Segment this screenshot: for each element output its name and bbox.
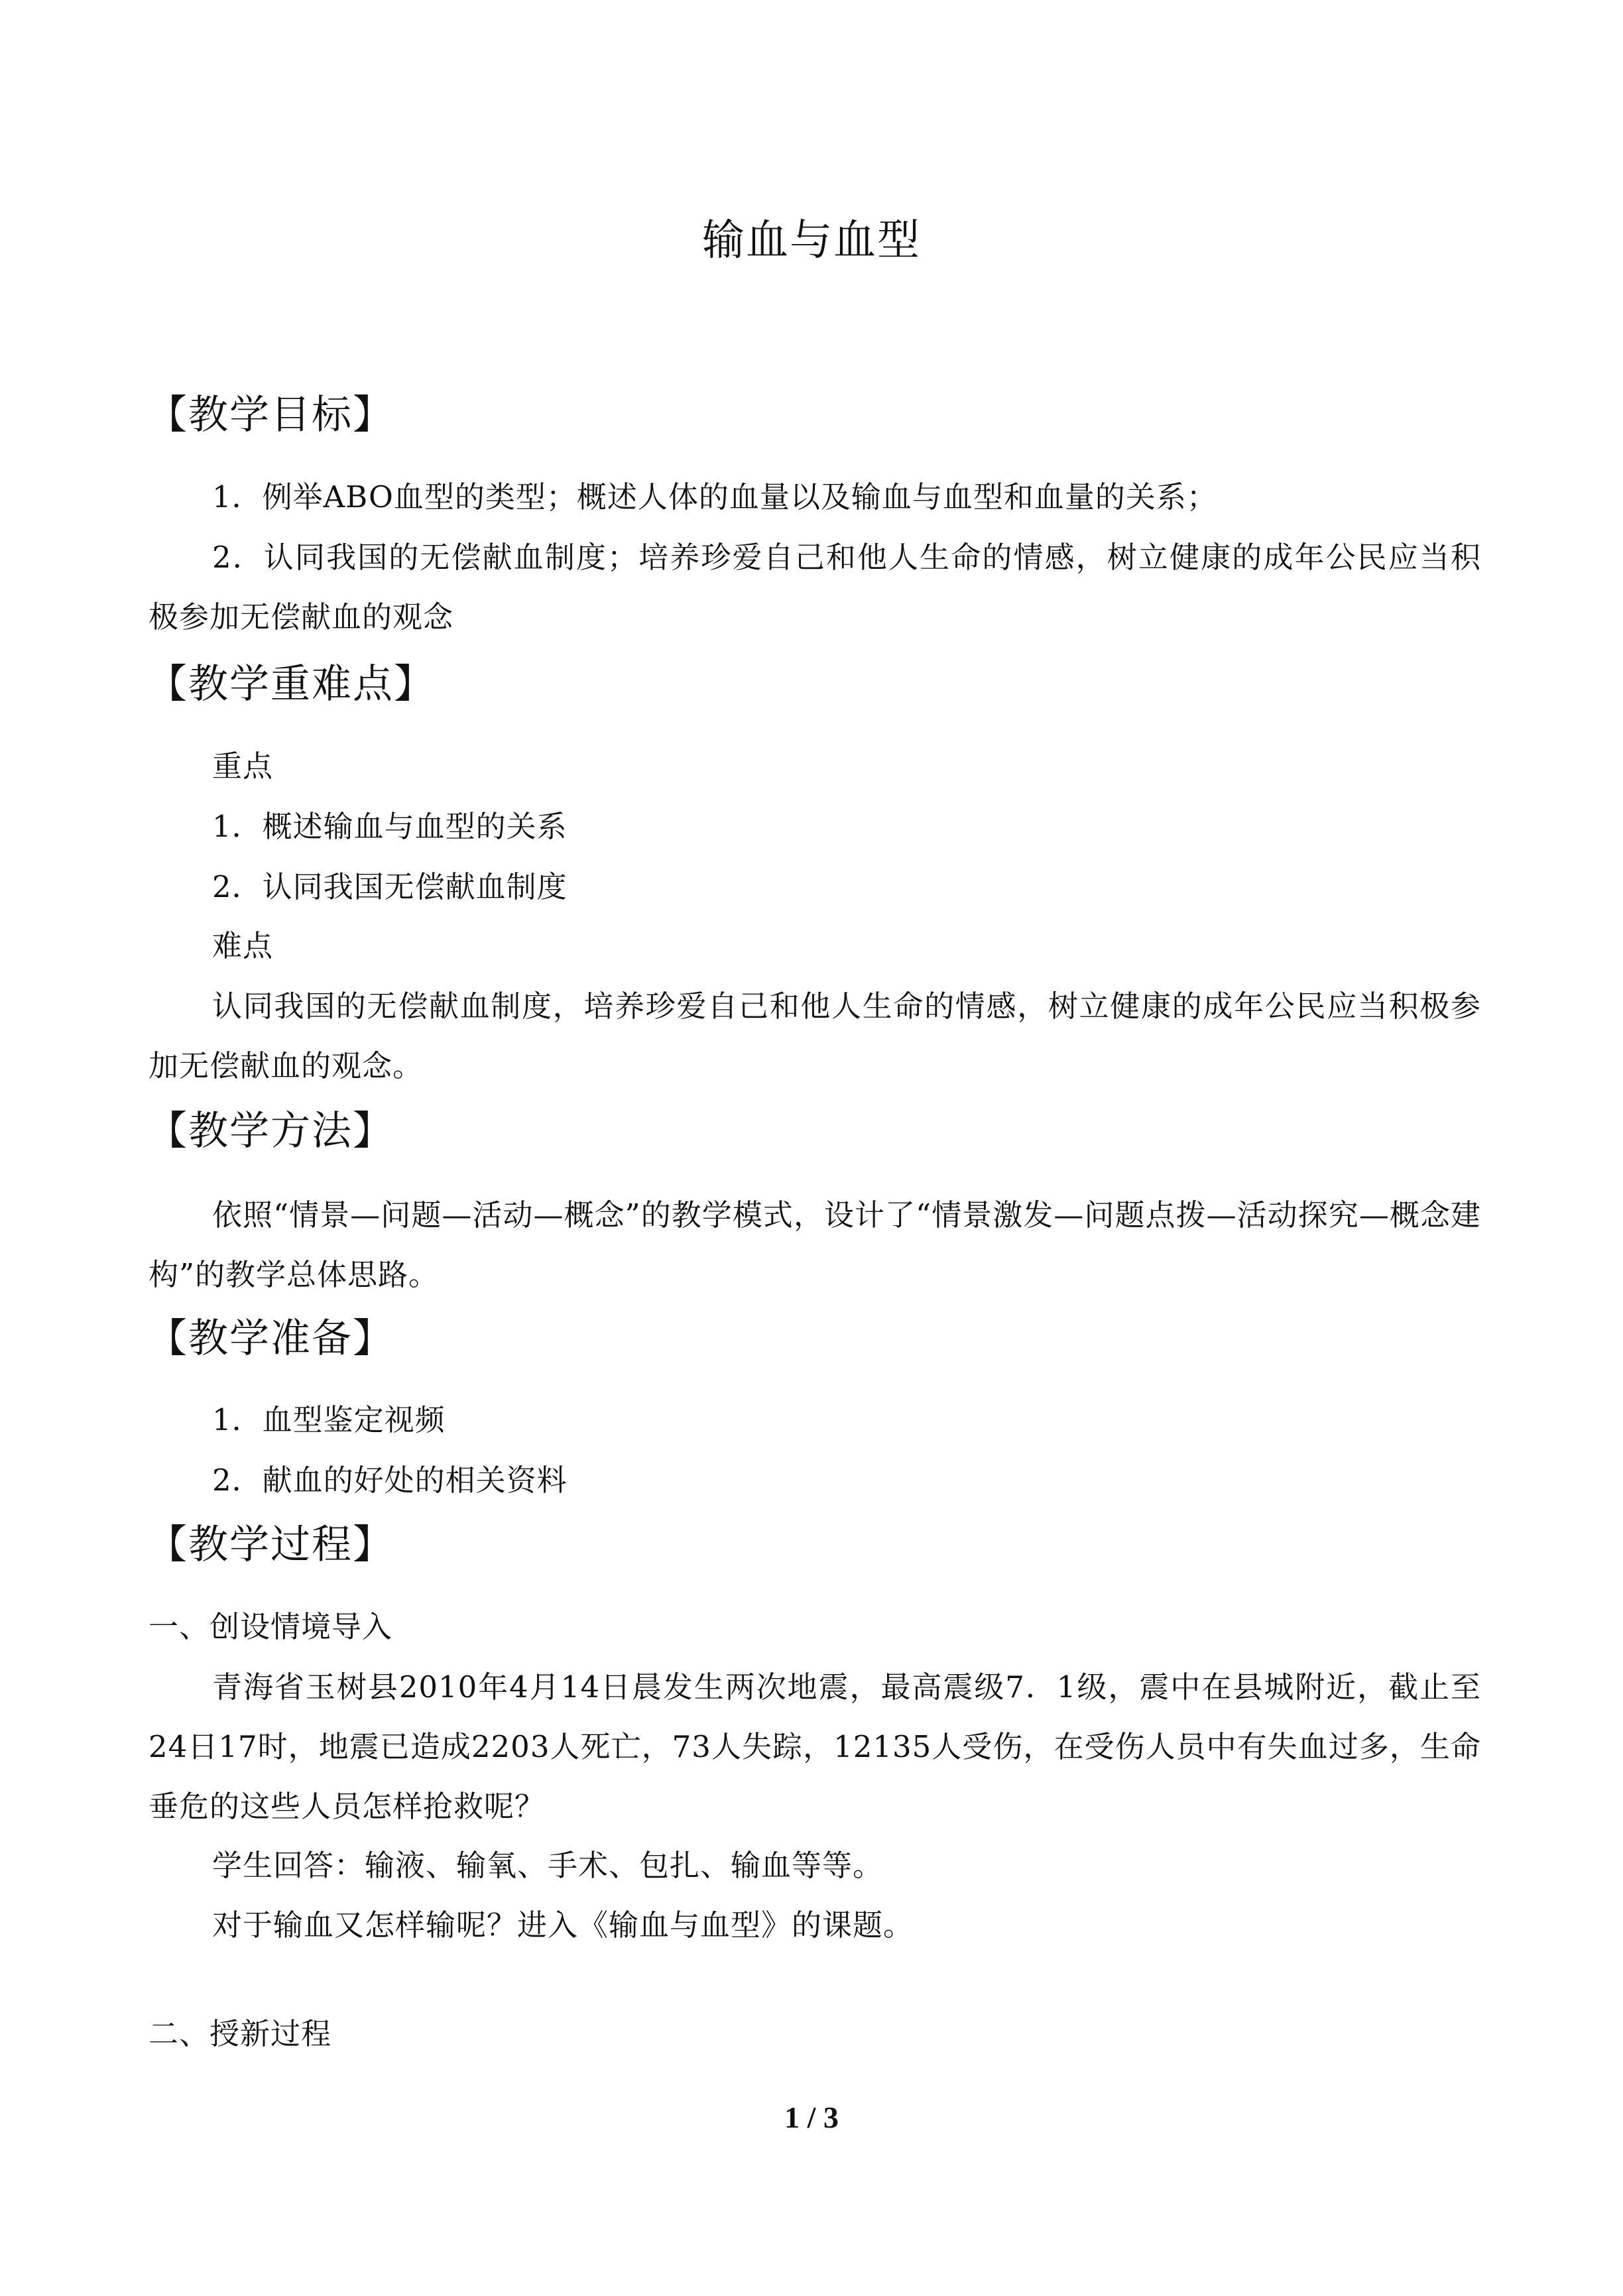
objective-item-1: 1．例举ABO血型的类型；概述人体的血量以及输血与血型和血量的关系；: [212, 479, 1217, 514]
heading-objectives: 【教学目标】: [147, 392, 394, 438]
page-number: 1 / 3: [784, 2100, 839, 2134]
process-part1-paragraph-1: 青海省玉树县2010年4月14日晨发生两次地震，最高震级7．1级，震中在县城附近，截止至24日17时，地震已造成2203人死亡，73人失踪，12135人受伤，在受伤人员中有失血过多，生命垂危的这些人员怎样抢救呢？: [149, 1669, 1481, 1824]
process-part1-title: 一、创设情境导入: [149, 1609, 393, 1644]
heading-process: 【教学过程】: [147, 1522, 394, 1568]
difficulty-label: 难点: [212, 928, 274, 963]
heading-methods: 【教学方法】: [147, 1108, 394, 1154]
process-part2-title: 二、授新过程: [149, 2016, 332, 2051]
focus-item-2: 2．认同我国无偿献血制度: [212, 869, 568, 904]
heading-key-points: 【教学重难点】: [147, 661, 435, 707]
process-part1-paragraph-2: 学生回答：输液、输氧、手术、包扎、输血等等。: [212, 1848, 884, 1883]
document-title: 输血与血型: [702, 216, 921, 265]
preparation-item-1: 1．血型鉴定视频: [212, 1402, 446, 1437]
focus-item-1: 1．概述输血与血型的关系: [212, 809, 568, 844]
objective-item-2: 2．认同我国的无偿献血制度；培养珍爱自己和他人生命的情感，树立健康的成年公民应当积极参加无偿献血的观念: [149, 540, 1481, 634]
heading-preparation: 【教学准备】: [147, 1315, 394, 1362]
preparation-item-2: 2．献血的好处的相关资料: [212, 1463, 568, 1498]
process-part1-paragraph-3: 对于输血又怎样输呢？进入《输血与血型》的课题。: [212, 1907, 914, 1943]
difficulty-text: 认同我国的无偿献血制度，培养珍爱自己和他人生命的情感，树立健康的成年公民应当积极参加无偿献血的观念。: [149, 989, 1481, 1083]
methods-text: 依照“情景—问题—活动—概念”的教学模式，设计了“情景激发—问题点拨—活动探究—概念建构”的教学总体思路。: [149, 1197, 1481, 1292]
focus-label: 重点: [212, 749, 274, 784]
